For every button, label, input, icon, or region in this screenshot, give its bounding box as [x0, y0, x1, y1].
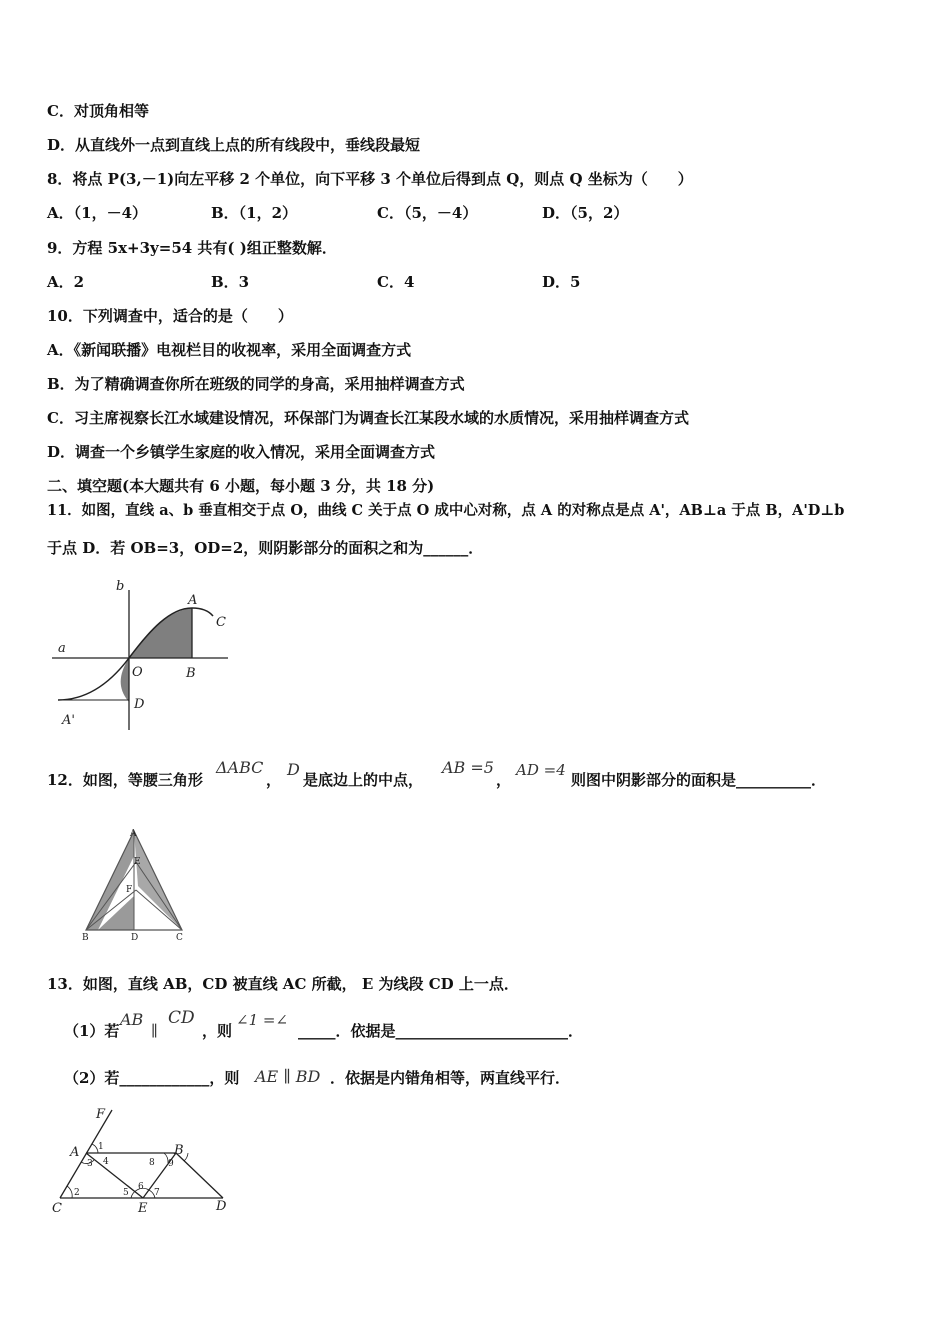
- q8-option-d: D．（5，2）: [542, 204, 629, 222]
- q13-part1-cd: CD: [168, 1008, 195, 1028]
- q12-label-d: D: [131, 933, 139, 943]
- q12-sep1: ，: [266, 771, 282, 789]
- q7-option-c: C．对顶角相等: [47, 102, 149, 120]
- q13-part1-mid: ，则: [202, 1022, 233, 1040]
- q13-line-fc: [60, 1110, 112, 1198]
- q13-angle-3: 3: [87, 1159, 93, 1169]
- q13-label-d: D: [216, 1199, 227, 1214]
- q12-stem: [47, 770, 203, 790]
- q13-angle-2: 2: [74, 1188, 80, 1198]
- q13-angle-1: 1: [98, 1142, 104, 1152]
- q13-part1-angle: ∠1 =∠: [236, 1011, 289, 1029]
- q12-label-b: B: [82, 933, 89, 943]
- q13-label-e: E: [138, 1201, 148, 1216]
- q13-label-a: A: [70, 1145, 80, 1160]
- q10-option-a: A．《新闻联播》电视栏目的收视率，采用全面调查方式: [47, 341, 412, 359]
- q10-option-b: B．为了精确调查你所在班级的同学的身高，采用抽样调查方式: [47, 375, 465, 393]
- q9-option-d: D．5: [542, 273, 581, 291]
- q13-angle-9: 9: [168, 1159, 174, 1169]
- q12-label-e: E: [134, 857, 141, 867]
- q11-label-a-point: A: [188, 593, 198, 608]
- q8-option-b: B．（1，2）: [211, 204, 298, 222]
- q11-label-a-prime: A': [62, 713, 75, 728]
- q13-angle-8: 8: [149, 1158, 155, 1168]
- q13-angle-5: 5: [123, 1188, 129, 1198]
- q12-suffix: 则图中阴影部分的面积是__________．: [571, 771, 827, 789]
- q10-stem: 10．下列调查中，适合的是（ ）: [47, 307, 293, 325]
- q11-figure: [50, 572, 240, 732]
- q13-angle-6: 6: [138, 1182, 144, 1192]
- q13-label-c: C: [52, 1201, 62, 1216]
- q13-part1-suffix: _____．依据是_______________________．: [298, 1022, 584, 1040]
- q13-line-ae: [86, 1153, 143, 1198]
- q9-option-b: B．3: [211, 273, 250, 291]
- section-heading: 二、填空题(本大题共有 6 小题，每小题 3 分，共 18 分): [47, 477, 435, 495]
- q13-figure: [46, 1104, 246, 1216]
- q11-label-o: O: [132, 665, 143, 680]
- q11-shaded-region-right: [129, 608, 192, 658]
- q13-part2-math: AE ∥ BD: [255, 1067, 321, 1086]
- q11-label-a-axis: a: [58, 641, 66, 656]
- q12-label-c: C: [176, 933, 183, 943]
- q13-label-f: F: [96, 1107, 106, 1122]
- q8-option-c: C．（5，－4）: [377, 204, 478, 222]
- q12-figure: [76, 826, 191, 944]
- q12-label-a: A: [130, 829, 137, 839]
- q8-stem: 8．将点 P(3,－1)向左平移 2 个单位，向下平移 3 个单位后得到点 Q，则点 Q 坐标为（ ）: [47, 170, 693, 188]
- q11-label-b-axis: b: [116, 579, 125, 594]
- q10-option-c: C．习主席视察长江水域建设情况，环保部门为调查长江某段水域的水质情况，采用抽样调查方式: [47, 409, 689, 427]
- q9-stem: 9．方程 5x+3y=54 共有( )组正整数解．: [47, 239, 337, 257]
- q13-part1-parallel: ∥: [151, 1022, 158, 1040]
- q11-shaded-region-left: [121, 658, 129, 702]
- q13-angle-4: 4: [103, 1157, 109, 1167]
- q10-option-d: D．调查一个乡镇学生家庭的收入情况，采用全面调查方式: [47, 443, 436, 461]
- q11-stem-line1: 11．如图，直线 a、b 垂直相交于点 O，曲线 C 关于点 O 成中心对称，点 A 的对称点是点 A'，AB⊥a 于点 B，A'D⊥b: [47, 502, 845, 519]
- q9-option-c: C．4: [377, 273, 415, 291]
- q13-part2-prefix: （2）若____________，则: [64, 1069, 240, 1087]
- q13-angle-7: 7: [154, 1188, 160, 1198]
- q12-math-ab: AB =5: [442, 758, 494, 777]
- q12-math-d: D: [287, 760, 300, 779]
- q12-mid: 是底边上的中点，: [303, 771, 424, 789]
- q12-prefix: 12．如图，等腰三角形: [47, 771, 203, 789]
- q13-part1-prefix: （1）若: [64, 1022, 120, 1040]
- q7-option-d: D．从直线外一点到直线上点的所有线段中，垂线段最短: [47, 136, 421, 154]
- q12-label-f: F: [126, 885, 133, 895]
- q8-option-a: A．（1，－4）: [47, 204, 148, 222]
- q11-stem-line2: 于点 D．若 OB=3，OD=2，则阴影部分的面积之和为______．: [47, 539, 484, 557]
- q9-option-a: A．2: [47, 273, 85, 291]
- q12-math-triangle: ΔABC: [216, 758, 264, 777]
- q11-label-b-point: B: [186, 666, 196, 681]
- q13-stem: 13．如图，直线 AB，CD 被直线 AC 所截， E 为线段 CD 上一点．: [47, 975, 519, 993]
- q11-label-c-curve: C: [216, 615, 226, 630]
- q11-label-d: D: [134, 697, 145, 712]
- q13-line-bd: [176, 1153, 223, 1198]
- q13-label-b: B: [174, 1143, 184, 1158]
- q12-math-ad: AD =4: [516, 761, 566, 779]
- q13-part1-ab: AB: [120, 1010, 144, 1029]
- q13-part2-suffix: ．依据是内错角相等，两直线平行．: [330, 1069, 571, 1087]
- q12-sep2: ，: [496, 771, 512, 789]
